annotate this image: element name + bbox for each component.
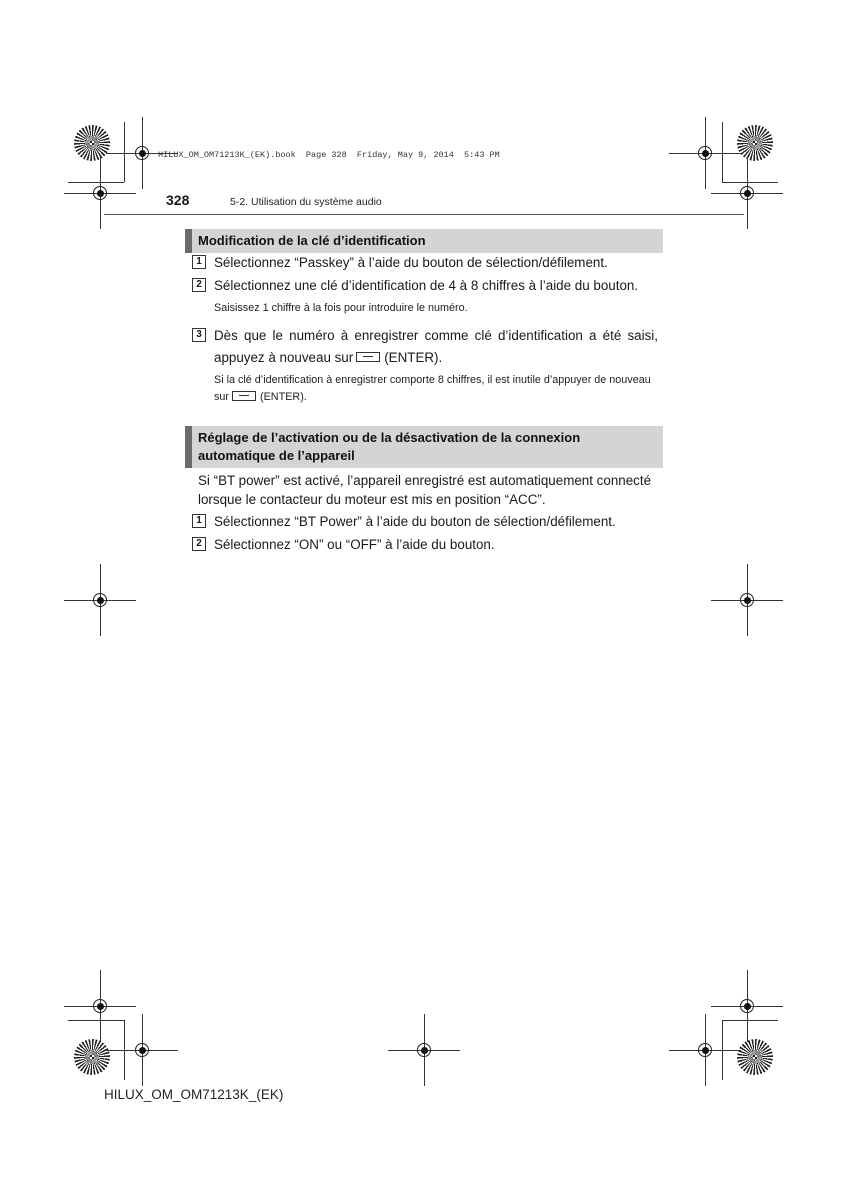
step-text: Sélectionnez “Passkey” à l’aide du bouton de sélection/défilement.: [214, 255, 608, 270]
header-rule: [104, 214, 744, 215]
step-2: [192, 534, 658, 556]
subheading-bt-power: Réglage de l’activation ou de la désactivation de la connexion automatique de l’appareil: [185, 426, 663, 468]
note-text-part: Si la clé d’identification à enregistrer comporte 8 chiffres, il est inutile d’appuyer de nouveau sur: [214, 374, 651, 403]
note-digit-entry: Saisissez 1 chiffre à la fois pour introduire le numéro.: [214, 302, 468, 314]
crop-line: [722, 1020, 778, 1021]
step-text-part: (ENTER).: [384, 350, 443, 365]
step-text: Sélectionnez “BT Power” à l’aide du bouton de sélection/défilement.: [214, 514, 616, 529]
color-target-icon: [74, 125, 110, 161]
note-text-part: (ENTER).: [260, 391, 307, 403]
step-text-part: Dès que le numéro à enregistrer comme clé d’identification a été saisi, appuyez à nouveau sur: [214, 328, 658, 365]
step-text: Sélectionnez une clé d’identification de 4 à 8 chiffres à l’aide du bouton.: [214, 278, 639, 293]
step-text: [214, 325, 658, 369]
crop-line: [68, 182, 124, 183]
step-number: 3: [192, 328, 206, 342]
print-file-info: HILUX_OM_OM71213K_(EK).book Page 328 Friday, May 9, 2014 5:43 PM: [158, 150, 500, 160]
section-title: 5-2. Utilisation du système audio: [230, 196, 382, 208]
step-number: 1: [192, 514, 206, 528]
page-number: 328: [166, 192, 190, 208]
subheading-passkey: Modification de la clé d’identification: [185, 229, 663, 253]
enter-button-icon: [232, 391, 256, 401]
color-target-icon: [737, 125, 773, 161]
footer-document-code: HILUX_OM_OM71213K_(EK): [104, 1087, 284, 1102]
color-target-icon: [74, 1039, 110, 1075]
color-target-icon: [737, 1039, 773, 1075]
step-3: [192, 325, 658, 369]
step-1: [192, 511, 658, 533]
crop-line: [722, 182, 778, 183]
crop-line: [68, 1020, 124, 1021]
note-eight-digits: [214, 372, 658, 406]
enter-button-icon: [356, 352, 380, 362]
step-1: [192, 252, 658, 274]
step-2: [192, 275, 658, 297]
step-number: 2: [192, 278, 206, 292]
step-number: 2: [192, 537, 206, 551]
step-text: Sélectionnez “ON” ou “OFF” à l’aide du bouton.: [214, 537, 495, 552]
intro-paragraph: Si “BT power” est activé, l’appareil enregistré est automatiquement connecté lorsque le contacteur du moteur est mis en position “ACC”.: [198, 473, 652, 507]
step-number: 1: [192, 255, 206, 269]
